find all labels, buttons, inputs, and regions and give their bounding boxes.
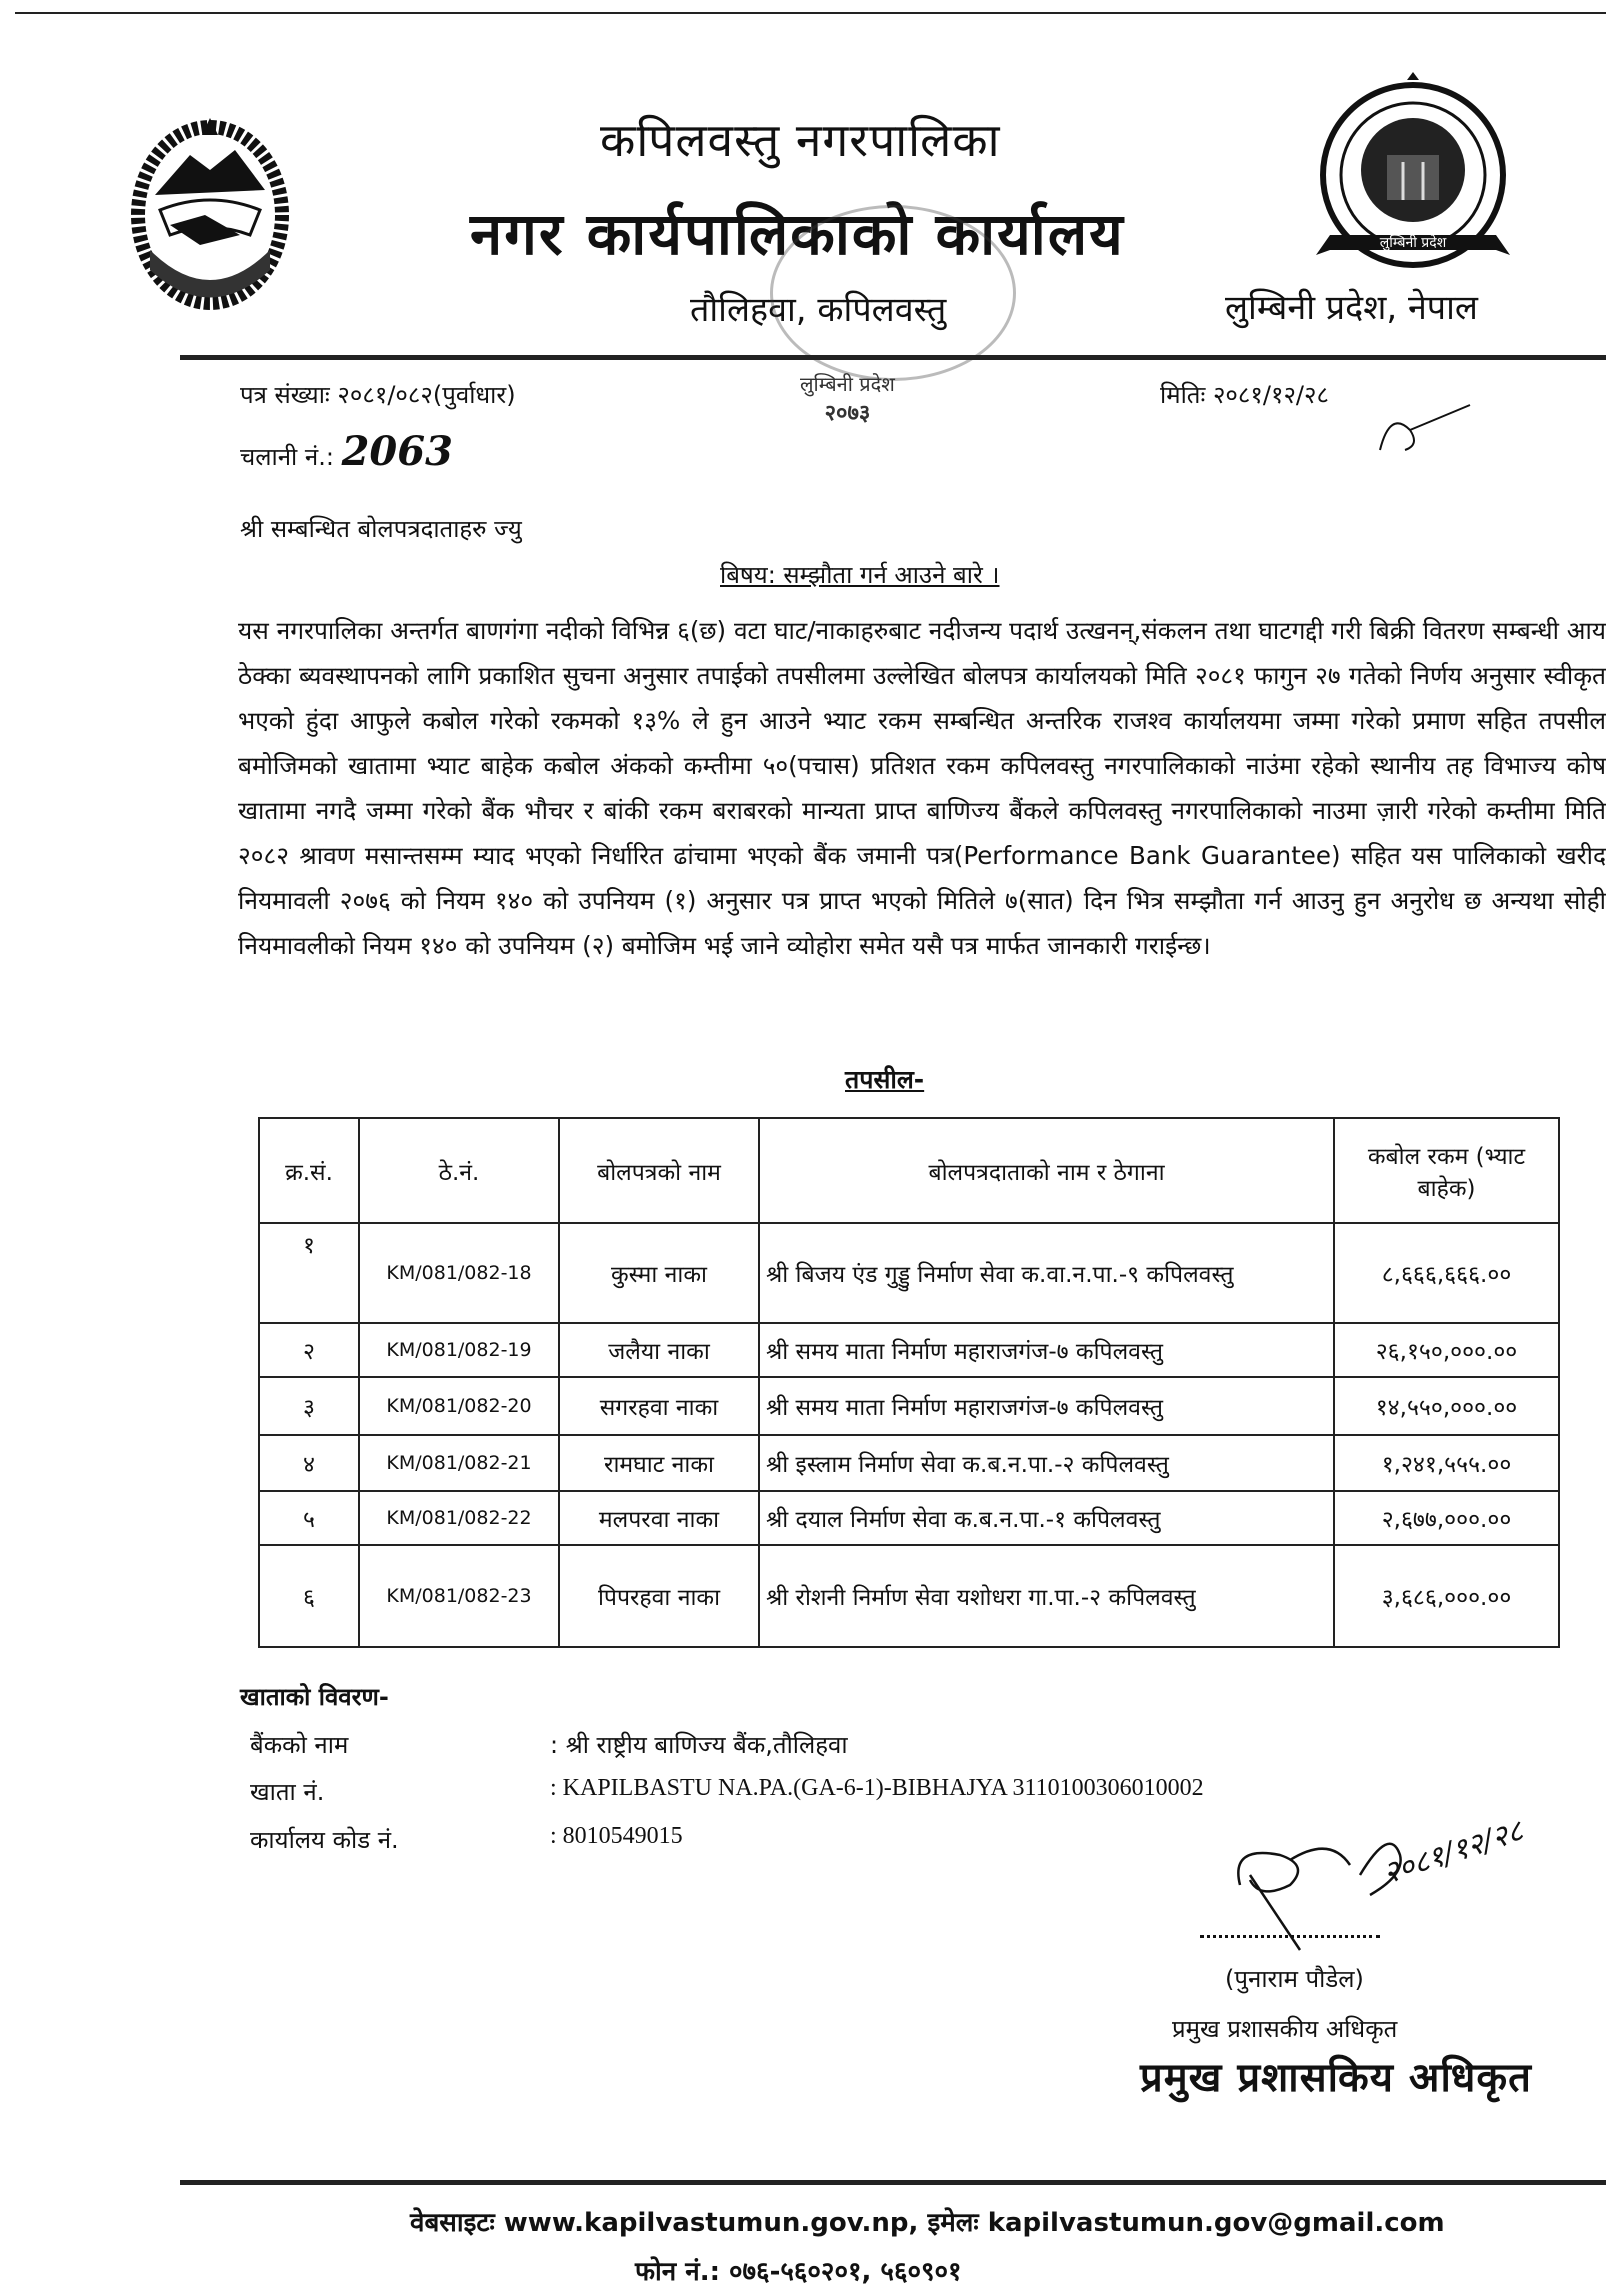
header-bidder: बोलपत्रदाताको नाम र ठेगाना — [759, 1118, 1334, 1223]
dispatch-label: चलानी नं.: — [240, 443, 334, 471]
cell-name: रामघाट नाका — [559, 1435, 759, 1491]
header-sn: क्र.सं. — [259, 1118, 359, 1223]
cell-sn: १ — [259, 1223, 359, 1323]
cell-bidder: श्री दयाल निर्माण सेवा क.ब.न.पा.-१ कपिलवस्तु — [759, 1491, 1334, 1545]
header-amount: कबोल रकम (भ्याट बाहेक) — [1334, 1118, 1559, 1223]
cell-sn: ३ — [259, 1377, 359, 1435]
nepal-emblem-icon — [130, 110, 290, 310]
cell-contract: KM/081/082-20 — [359, 1377, 559, 1435]
header-bid-name: बोलपत्रको नाम — [559, 1118, 759, 1223]
cell-sn: ५ — [259, 1491, 359, 1545]
cell-bidder: श्री रोशनी निर्माण सेवा यशोधरा गा.पा.-२ कपिलवस्तु — [759, 1545, 1334, 1647]
bid-schedule-table — [258, 1117, 1560, 1648]
subject-line: बिषय: सम्झौता गर्न आउने बारे । — [720, 561, 1000, 589]
date-value: २०८१/१२/२८ — [1212, 381, 1329, 409]
cell-contract: KM/081/082-22 — [359, 1491, 559, 1545]
table-row — [259, 1435, 1559, 1491]
cell-bidder: श्री बिजय एंड गुड्डु निर्माण सेवा क.वा.न.पा.-९ कपिलवस्तु — [759, 1223, 1334, 1323]
account-number-value: : KAPILBASTU NA.PA.(GA-6-1)-BIBHAJYA 3110100306010002 — [550, 1775, 1204, 1801]
cell-amount: २,६७७,०००.०० — [1334, 1491, 1559, 1545]
cell-name: सगरहवा नाका — [559, 1377, 759, 1435]
province-stamp-year: २०७३ — [824, 401, 871, 426]
province-stamp-text: लुम्बिनी प्रदेश — [800, 372, 895, 396]
date-label: मितिः — [1160, 381, 1206, 409]
cell-contract: KM/081/082-21 — [359, 1435, 559, 1491]
handwritten-sign-date: २०८१/१२/२८ — [1378, 1813, 1528, 1892]
cell-sn: ४ — [259, 1435, 359, 1491]
cell-bidder: श्री इस्लाम निर्माण सेवा क.ब.न.पा.-२ कपिलवस्तु — [759, 1435, 1334, 1491]
cell-amount: १४,५५०,०००.०० — [1334, 1377, 1559, 1435]
initials-signature-icon — [1370, 400, 1480, 460]
account-details-title: खाताको विवरण- — [240, 1683, 389, 1711]
footer-divider — [180, 2180, 1606, 2185]
office-code-label: कार्यालय कोड नं. — [250, 1826, 399, 1854]
cell-bidder: श्री समय माता निर्माण महाराजगंज-७ कपिलवस्तु — [759, 1323, 1334, 1377]
table-row — [259, 1223, 1559, 1323]
table-row — [259, 1377, 1559, 1435]
scan-edge-line — [15, 12, 1606, 14]
cell-amount: ८,६६६,६६६.०० — [1334, 1223, 1559, 1323]
cell-amount: १,२४१,५५५.०० — [1334, 1435, 1559, 1491]
municipality-logo-icon — [1285, 70, 1545, 280]
cell-contract: KM/081/082-23 — [359, 1545, 559, 1647]
bank-name-value: : श्री राष्ट्रीय बाणिज्य बैंक,तौलिहवा — [550, 1731, 848, 1759]
office-title: नगर कार्यपालिकाको कार्यालय — [470, 200, 1125, 268]
cell-name: जलैया नाका — [559, 1323, 759, 1377]
footer-contact: वेबसाइटः www.kapilvastumun.gov.np, इमेलः kapilvastumun.gov@gmail.com — [410, 2208, 1445, 2238]
dispatch-number — [240, 428, 453, 475]
cell-amount: ३,६८६,०००.०० — [1334, 1545, 1559, 1647]
office-location: तौलिहवा, कपिलवस्तु — [690, 290, 947, 330]
office-code-value: : 8010549015 — [550, 1823, 683, 1849]
bank-name-label: बैंकको नाम — [250, 1731, 349, 1759]
cell-contract: KM/081/082-18 — [359, 1223, 559, 1323]
officer-name: (पुनाराम पौडेल) — [1225, 1965, 1364, 1993]
table-row — [259, 1323, 1559, 1377]
letter-number — [240, 378, 516, 411]
letter-date — [1160, 378, 1329, 411]
cell-bidder: श्री समय माता निर्माण महाराजगंज-७ कपिलवस्तु — [759, 1377, 1334, 1435]
cell-sn: २ — [259, 1323, 359, 1377]
signature-line — [1200, 1935, 1380, 1938]
letter-body: यस नगरपालिका अन्तर्गत बाणगंगा नदीको विभिन्न ६(छ) वटा घाट/नाकाहरुबाट नदीजन्य पदार्थ उत्खनन्,संकलन तथा घाटगद्दी गरी बिक्री वितरण सम्बन्धी आय ठेक्का ब्यवस्थापनको लागि प्रकाशित सुचना अनुसार तपाईको तपसीलमा उल्लेखित बोलपत्र कार्यालयको मिति २०८१ फागुन २७ गतेको निर्णय अनुसार स्वीकृत भएको हुंदा आफुले कबोल गरेको रकमको १३% ले हुन आउने भ्याट रकम सम्बन्धित अन्तरिक राजश्व कार्यालयमा जम्मा गरेको प्रमाण सहित तपसील बमोजिमको खातामा भ्याट बाहेक कबोल अंकको कम्तीमा ५०(पचास) प्रतिशत रकम कपिलवस्तु नगरपालिकाको नाउंमा रहेको स्थानीय तह विभाज्य कोष खातामा नगदै जम्मा गरेको बैंक भौचर र बांकी रकम बराबरको मान्यता प्राप्त बाणिज्य बैंकले कपिलवस्तु नगरपालिकाको नाउमा ज़ारी गरेको कम्तीमा मिति २०८२ श्रावण मसान्तसम्म म्याद भएको निर्धारित ढांचामा भएको बैंक जमानी पत्र(Performance Bank Guarantee) सहित यस पालिकाको खरीद नियमावली २०७६ को नियम १४० को उपनियम (१) अनुसार पत्र प्राप्त भएको मितिले ७(सात) दिन भित्र सम्झौता गर्न आउनु हुन अनुरोध छ अन्यथा सोही नियमावलीको नियम १४० को उपनियम (२) बमोजिम भई जाने व्योहोरा समेत यसै पत्र मार्फत जानकारी गराईन्छ। — [238, 616, 1606, 960]
dispatch-value-handwritten: 2063 — [341, 428, 453, 475]
cell-contract: KM/081/082-19 — [359, 1323, 559, 1377]
header-divider — [180, 355, 1606, 360]
province-stamp — [800, 370, 895, 427]
municipality-name: कपिलवस्तु नगरपालिका — [600, 113, 1001, 167]
logo-ribbon-text: लुम्बिनी प्रदेश — [1379, 235, 1447, 251]
header-contract-no: ठे.नं. — [359, 1118, 559, 1223]
table-row — [259, 1545, 1559, 1647]
officer-designation: प्रमुख प्रशासकीय अधिकृत — [1172, 2015, 1398, 2043]
cell-name: मलपरवा नाका — [559, 1491, 759, 1545]
designation-stamp: प्रमुख प्रशासकिय अधिकृत — [1140, 2055, 1532, 2101]
cell-name: पिपरहवा नाका — [559, 1545, 759, 1647]
cell-amount: २६,१५०,०००.०० — [1334, 1323, 1559, 1377]
addressee: श्री सम्बन्धित बोलपत्रदाताहरु ज्यु — [240, 515, 522, 543]
table-row — [259, 1491, 1559, 1545]
letter-number-label: पत्र संख्याः — [240, 381, 330, 409]
table-header-row — [259, 1118, 1559, 1223]
letter-number-value: २०८१/०८२(पुर्वाधार) — [337, 381, 516, 409]
schedule-title: तपसील- — [845, 1065, 925, 1094]
cell-sn: ६ — [259, 1545, 359, 1647]
province-name: लुम्बिनी प्रदेश, नेपाल — [1225, 288, 1478, 328]
footer-phone: फोन नं.: ०७६-५६०२०१, ५६०९०१ — [635, 2257, 962, 2287]
account-number-label: खाता नं. — [250, 1778, 325, 1806]
cell-name: कुस्मा नाका — [559, 1223, 759, 1323]
